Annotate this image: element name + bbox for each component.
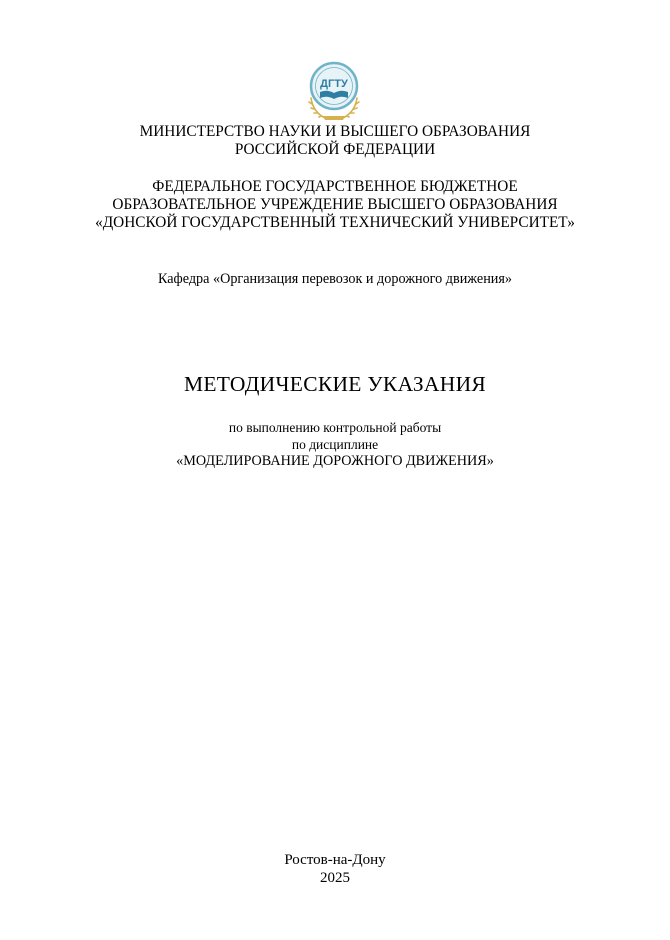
ministry-header (0, 123, 670, 159)
ministry-line-2: РОССИЙСКОЙ ФЕДЕРАЦИИ (234, 141, 436, 158)
ministry-line-1: МИНИСТЕРСТВО НАУКИ И ВЫСШЕГО ОБРАЗОВАНИЯ (139, 123, 531, 140)
document-title-text: МЕТОДИЧЕСКИЕ УКАЗАНИЯ (183, 372, 487, 396)
university-line-2: ОБРАЗОВАТЕЛЬНОЕ УЧРЕЖДЕНИЕ ВЫСШЕГО ОБРАЗОВАНИЯ (112, 196, 558, 213)
subtitle-line-2: по дисциплине (291, 437, 379, 452)
discipline-name: «МОДЕЛИРОВАНИЕ ДОРОЖНОГО ДВИЖЕНИЯ» (176, 453, 494, 469)
university-header (0, 178, 670, 232)
document-subtitle (0, 419, 670, 470)
university-line-3: «ДОНСКОЙ ГОСУДАРСТВЕННЫЙ ТЕХНИЧЕСКИЙ УНИВЕРСИТЕТ» (95, 214, 575, 231)
logo-text: ДГТУ (320, 78, 348, 90)
subtitle-line-1: по выполнению контрольной работы (228, 420, 442, 435)
university-logo-icon (303, 58, 365, 124)
document-title (0, 372, 670, 396)
department-line: Кафедра «Организация перевозок и дорожного движения» (157, 271, 513, 287)
imprint-footer (0, 851, 670, 887)
year: 2025 (320, 870, 350, 886)
department-name (0, 271, 670, 288)
city: Ростов-на-Дону (284, 852, 386, 868)
university-line-1: ФЕДЕРАЛЬНОЕ ГОСУДАРСТВЕННОЕ БЮДЖЕТНОЕ (152, 178, 518, 195)
